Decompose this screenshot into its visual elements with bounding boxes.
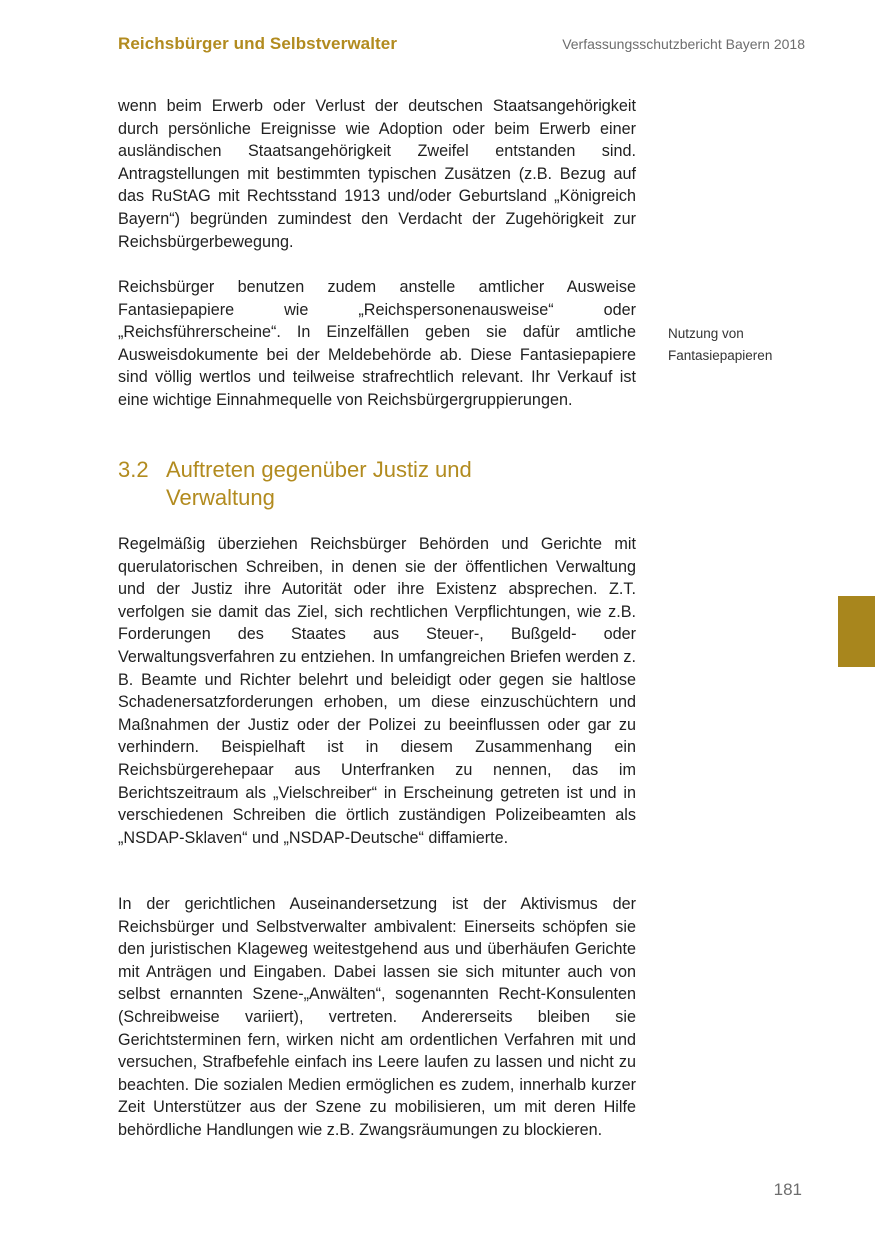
body-paragraph-4: In der gerichtlichen Auseinandersetzung ist der Aktivismus der Reichsbürger und Selbstverwalter ambivalent: Einerseits schöpfen sie den juristischen Klageweg weitestgehend aus und überhäufen Gerichte mit Anträgen und Eingaben. Dabei lassen sie sich mitunter auch von selbst ernannten Szene-„Anwälten“, sogenannten Recht-Konsulenten (Schreibweise variiert), vertreten. Andererseits bleiben sie Gerichtsterminen fern, wirken nicht am ordentlichen Verfahren mit und versuchen, Strafbefehle einfach ins Leere laufen zu lassen und nicht zu beachten. Die sozialen Medien ermöglichen es zudem, innerhalb kurzer Zeit Unterstützer aus der Szene zu mobilisieren, um mit deren Hilfe behördliche Handlungen wie z.B. Zwangsräumungen zu blockieren. <box>118 895 636 1139</box>
body-paragraph-2: Reichsbürger benutzen zudem anstelle amtlicher Ausweise Fantasiepapiere wie „Reichspersonenausweise“ oder „Reichsführerscheine“. In Einzelfällen geben sie dafür amtliche Ausweisdokumente bei der Meldebehörde ab. Diese Fantasiepapiere sind völlig wertlos und teilweise strafrechtlich relevant. Ihr Verkauf ist eine wichtige Einnahmequelle von Reichsbürgergruppierungen. <box>118 278 636 409</box>
margin-note <box>668 323 818 367</box>
chapter-title: Reichsbürger und Selbstverwalter <box>118 34 398 53</box>
chapter-tab-marker <box>838 596 875 667</box>
margin-note-line-1: Nutzung von <box>668 326 744 341</box>
page-number: 181 <box>773 1180 802 1199</box>
section-number: 3.2 <box>118 457 149 482</box>
body-paragraph-3: Regelmäßig überziehen Reichsbürger Behörden und Gerichte mit querulatorischen Schreiben, in denen sie der öffentlichen Verwaltung und der Justiz ihre Autorität oder ihre Existenz absprechen. Z.T. verfolgen sie damit das Ziel, sich rechtlichen Verpflichtungen, wie z.B. Forderungen des Staates aus Steuer-, Bußgeld- oder Verwaltungsverfahren zu entziehen. In umfangreichen Briefen werden z. B. Beamte und Richter belehrt und beleidigt oder gegen sie haltlose Schadenersatzforderungen erhoben, um diese einzuschüchtern und Maßnahmen der Justiz oder der Polizei zu beeinflussen oder gar zu verhindern. Beispielhaft ist in diesem Zusammenhang ein Reichsbürgerehepaar aus Unterfranken zu nennen, das im Berichtszeitraum als „Vielschreiber“ in Erscheinung getreten ist und in verschiedenen Schreiben die örtlich zuständigen Polizeibeamten als „NSDAP-Sklaven“ und „NSDAP-Deutsche“ diffamierte. <box>118 535 636 847</box>
section-title: Auftreten gegenüber Justiz und Verwaltung <box>166 457 472 510</box>
section-heading <box>118 456 566 512</box>
report-title: Verfassungsschutzbericht Bayern 2018 <box>562 36 805 52</box>
margin-note-line-2: Fantasiepapieren <box>668 348 773 363</box>
body-paragraph-1: wenn beim Erwerb oder Verlust der deutschen Staatsangehörigkeit durch persönliche Ereignisse wie Adoption oder beim Erwerb einer ausländischen Staatsangehörigkeit Zweifel entstanden sind. Antragstellungen mit bestimmten typischen Zusätzen (z.B. Bezug auf das RuStAG mit Rechtsstand 1913 und/oder Geburtsland „Königreich Bayern“) begründen zumindest den Verdacht der Zugehörigkeit zur Reichsbürgerbewegung. <box>118 97 636 251</box>
